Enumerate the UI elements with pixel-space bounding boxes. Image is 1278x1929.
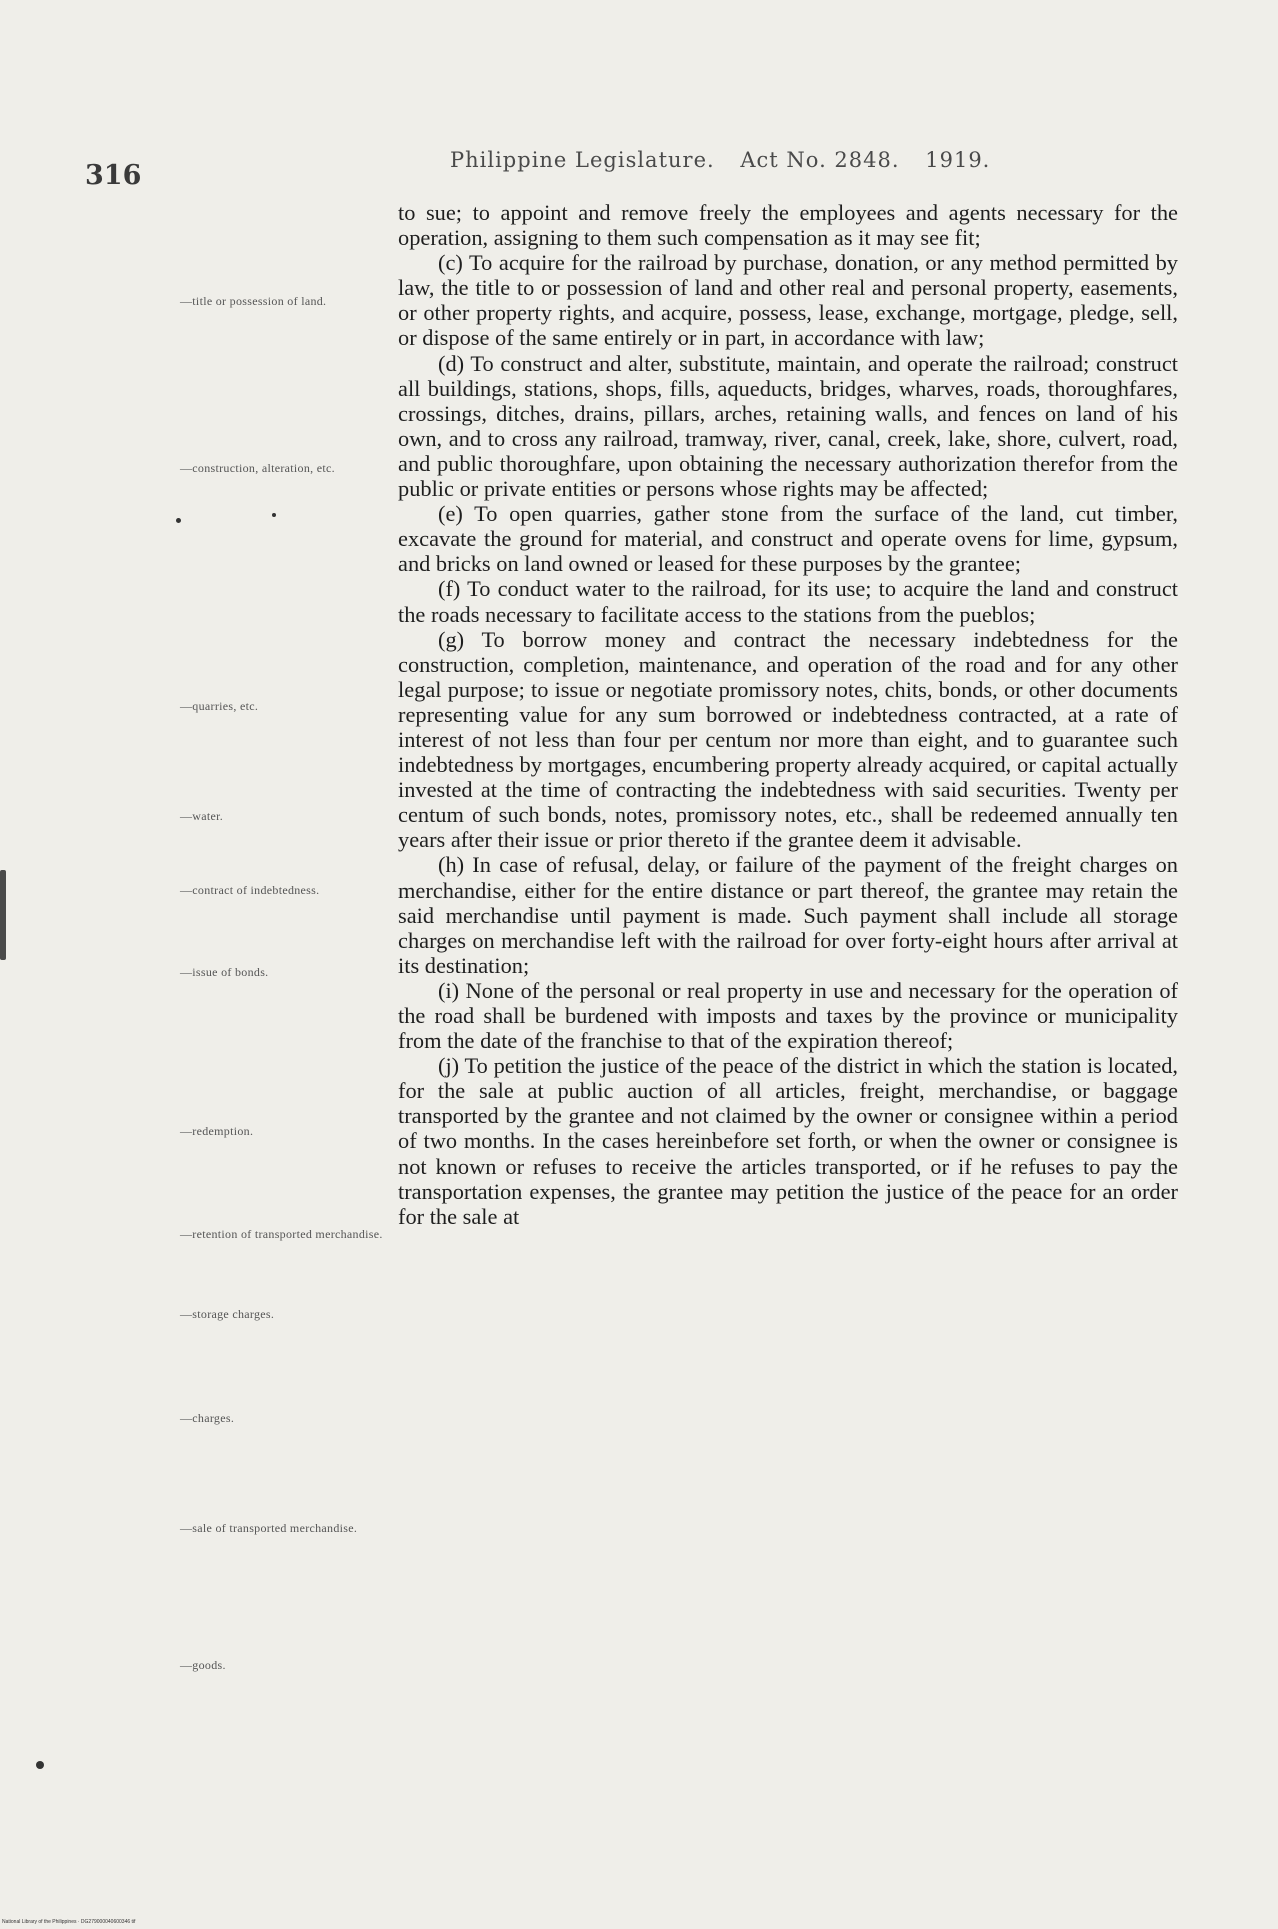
year: 1919.	[925, 148, 991, 172]
paragraph: to sue; to appoint and remove freely the employees and agents necessary for the operation, assigning to them such compensation as it may see fit;	[398, 200, 1178, 251]
paragraph: (e) To open quarries, gather stone from the surface of the land, cut timber, excavate the ground for material, and construct and operate ovens for lime, gypsum, and bricks on land owned or leased for these purposes by the grantee;	[398, 501, 1178, 577]
page-number: 316	[85, 160, 142, 191]
margin-note: —issue of bonds.	[180, 965, 269, 979]
paragraph: (g) To borrow money and contract the necessary indebtedness for the construction, completion, maintenance, and operation of the road and for any other legal purpose; to issue or negotiate promissory notes, chits, bonds, or other documents representing value for any sum borrowed or indebtedness contracted, at a rate of interest of not less than four per centum nor more than eight, and to guarantee such indebtedness by mortgages, encumbering property already acquired, or capital actually invested at the time of contracting the indebtedness with said securities. Twenty per centum of such bonds, notes, promissory notes, etc., shall be redeemed annually ten years after their issue or prior thereto if the grantee deem it advisable.	[398, 626, 1178, 853]
margin-note: —retention of transported merchandise.	[180, 1227, 383, 1241]
margin-note: —water.	[180, 809, 224, 823]
paragraph: (d) To construct and alter, substitute, maintain, and operate the railroad; construct all buildings, stations, shops, fills, aqueducts, bridges, wharves, roads, thoroughfares, crossings, ditches, drains, pillars, arches, retaining walls, and fences on land of his own, and to cross any railroad, tramway, river, canal, creek, lake, shore, culvert, road, and public thoroughfare, upon obtaining the necessary authorization therefor from the public or private entities or persons whose rights may be affected;	[398, 350, 1178, 502]
scan-edge-mark	[0, 870, 6, 960]
running-head	[450, 148, 1008, 172]
body-text	[398, 200, 1178, 1229]
scan-speck	[36, 1761, 44, 1769]
paragraph: (h) In case of refusal, delay, or failure of the payment of the freight charges on merchandise, either for the entire distance or part thereof, the grantee may retain the said merchandise until payment is made. Such payment shall include all storage charges on merchandise left with the railroad for over forty-eight hours after arrival at its destination;	[398, 852, 1178, 978]
paragraph: (f) To conduct water to the railroad, for its use; to acquire the land and construct the roads necessary to facilitate access to the stations from the pueblos;	[398, 576, 1178, 627]
paragraph: (c) To acquire for the railroad by purchase, donation, or any method permitted by law, the title to or possession of land and other real and personal property, easements, or other property rights, and acquire, possess, lease, exchange, mortgage, pledge, sell, or dispose of the same entirely or in part, in accordance with law;	[398, 250, 1178, 351]
margin-note: —redemption.	[180, 1124, 254, 1138]
footer-credit: National Library of the Philippines · DG279000040600346 tif	[2, 1919, 136, 1925]
paragraph: (j) To petition the justice of the peace of the district in which the station is located, for the sale at public auction of all articles, freight, merchandise, or baggage transported by the grantee and not claimed by the owner or consignee within a period of two months. In the cases hereinbefore set forth, or when the owner or consignee is not known or refuses to receive the articles transported, or if he refuses to pay the transportation expenses, the grantee may petition the justice of the peace for an order for the sale at	[398, 1053, 1178, 1229]
margin-note: —charges.	[180, 1411, 235, 1425]
margin-note: —title or possession of land.	[180, 294, 327, 308]
publication-title: Philippine Legislature.	[450, 148, 715, 172]
margin-note: —sale of transported merchandise.	[180, 1521, 358, 1535]
margin-note: —goods.	[180, 1658, 226, 1672]
paragraph: (i) None of the personal or real property in use and necessary for the operation of the road shall be burdened with imposts and taxes by the province or municipality from the date of the franchise to that of the expiration thereof;	[398, 977, 1178, 1054]
margin-note: —contract of indebtedness.	[180, 883, 320, 897]
scan-speck	[176, 518, 181, 523]
margin-note: —quarries, etc.	[180, 699, 259, 713]
scan-speck	[272, 513, 276, 517]
margin-note: —construction, alteration, etc.	[180, 461, 335, 475]
act-number: Act No. 2848.	[740, 148, 900, 172]
margin-note: —storage charges.	[180, 1307, 275, 1321]
